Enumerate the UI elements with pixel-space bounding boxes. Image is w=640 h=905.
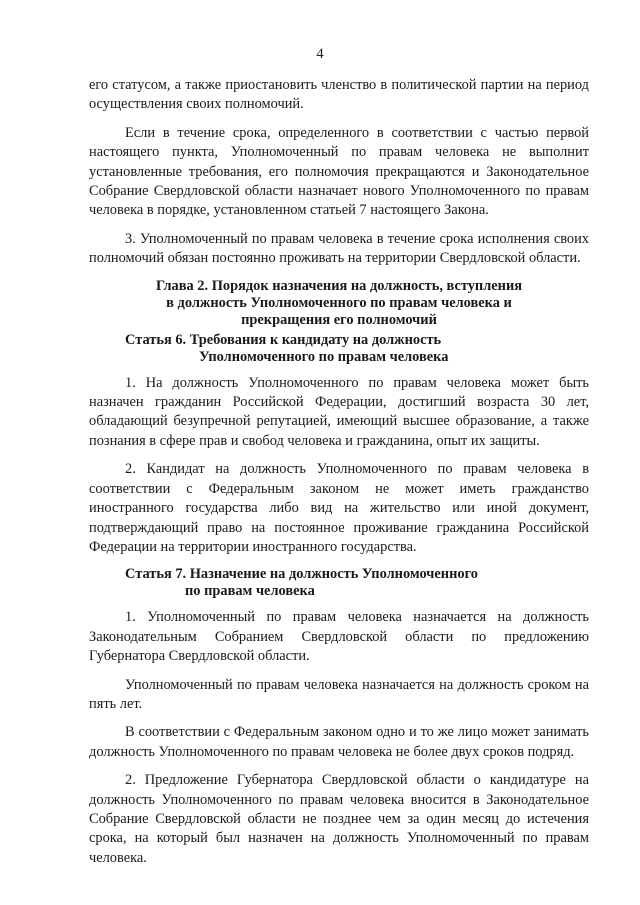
paragraph: 2. Кандидат на должность Уполномоченного по правам человека в соответствии с Федеральным законом не может иметь гражданство иностранного государства либо вид на жительство или иной документ, подтверждающий право на постоянное проживание гражданина Российской Федерации на территории иностранного государства. [89,461,589,555]
article-heading-line: по правам человека [185,583,315,600]
article-heading-line: Статья 6. Требования к кандидату на должность [125,331,442,348]
page-number: 4 [316,46,324,62]
chapter-heading-line: прекращения его полномочий [241,311,437,328]
chapter-heading-line: Глава 2. Порядок назначения на должность, вступления [155,277,523,294]
chapter-heading-line: в должность Уполномоченного по правам человека и [166,294,512,311]
paragraph: Если в течение срока, определенного в соответствии с частью первой настоящего пункта, Уполномоченный по правам человека не выполнит установленные требования, его полномочия прекращаются и Законодательное Собрание Свердловской области назначает нового Уполномоченного по правам человека в порядке, установленном статьей 7 настоящего Закона. [89,124,589,219]
paragraph: В соответствии с Федеральным законом одно и то же лицо может занимать должность Уполномоченного по правам человека не более двух сроков подряд. [89,724,589,760]
article-6-heading [125,332,589,366]
chapter-heading [89,278,589,329]
paragraph-continuation: его статусом, а также приостановить членство в политической партии на период осуществления своих полномочий. [89,77,589,113]
paragraph: 1. Уполномоченный по правам человека назначается на должность Законодательным Собранием Свердловской области по предложению Губернатора Свердловской области. [89,609,589,665]
article-7-heading [125,566,589,600]
paragraph: 3. Уполномоченный по правам человека в течение срока исполнения своих полномочий обязан постоянно проживать на территории Свердловской области. [89,230,589,267]
article-heading-line: Статья 7. Назначение на должность Уполномоченного [125,566,478,583]
document-body [89,76,589,877]
paragraph: Уполномоченный по правам человека назначается на должность сроком на пять лет. [89,676,589,712]
paragraph: 1. На должность Уполномоченного по правам человека может быть назначен гражданин Российской Федерации, достигший возраста 30 лет, обладающий безупречной репутацией, имеющий высшее образование, а также познания в сфере прав и свобод человека и гражданина, опыт их защиты. [89,374,589,449]
paragraph: 2. Предложение Губернатора Свердловской области о кандидатуре на должность Уполномоченного по правам человека вносится в Законодательное Собрание Свердловской области не позднее чем за один месяц до истечения срока, на который был назначен на должность Уполномоченный по правам человека. [89,772,589,866]
article-heading-line: Уполномоченного по правам человека [199,348,449,365]
